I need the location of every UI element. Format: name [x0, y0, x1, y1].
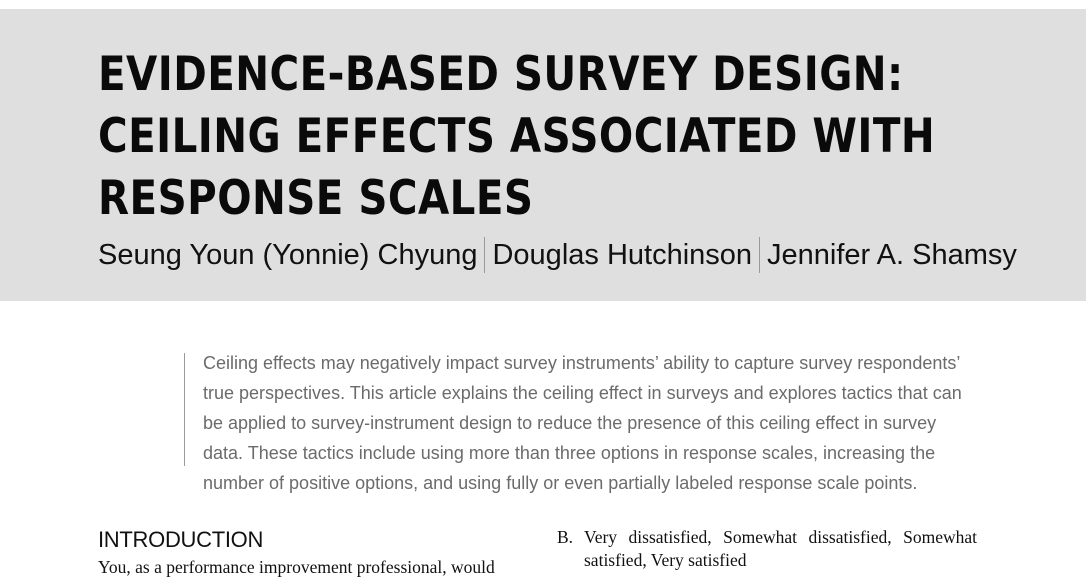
- author-separator: [759, 237, 760, 273]
- introduction-paragraph: You, as a performance improvement professional, would: [98, 557, 495, 577]
- author-name: Douglas Hutchinson: [492, 238, 753, 271]
- option-text: Very dissatisfied, Somewhat dissatisfied, Somewhat satisfied, Very satisfied: [584, 527, 977, 570]
- section-heading-introduction: INTRODUCTION: [98, 527, 264, 552]
- author-separator: [484, 237, 485, 273]
- abstract-rule: [184, 353, 185, 466]
- author-name: Seung Youn (Yonnie) Chyung: [98, 238, 478, 271]
- option-letter: B.: [557, 527, 574, 547]
- abstract-text: Ceiling effects may negatively impact survey instruments’ ability to capture survey respondents’ true perspectives. This article explains the ceiling effect in surveys and explores tactics that can be applied to survey-instrument design to reduce the presence of this ceiling effect in survey data. These tactics include using more than three options in response scales, increasing the number of positive options, and using fully or even partially labeled response scale points.: [203, 353, 962, 493]
- response-option-item: [557, 526, 977, 572]
- author-name: Jennifer A. Shamsy: [767, 238, 1017, 271]
- article-title: EVIDENCE-BASED SURVEY DESIGN: CEILING EFFECTS ASSOCIATED WITH RESPONSE SCALES: [98, 47, 936, 226]
- response-option-list: [557, 526, 977, 572]
- author-list: [98, 236, 1017, 274]
